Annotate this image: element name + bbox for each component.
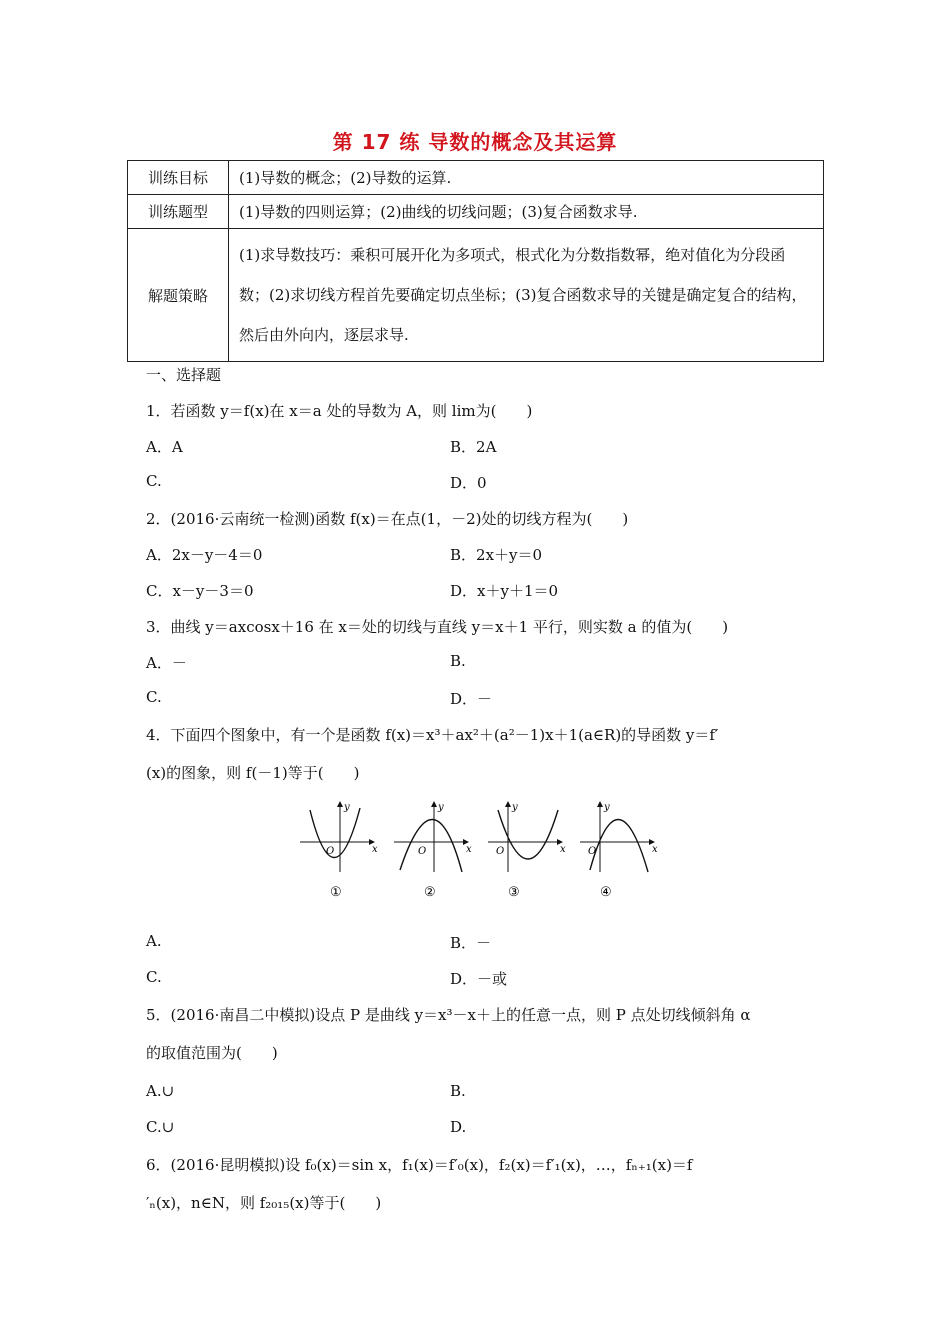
origin-label: O (588, 846, 597, 857)
origin-label: O (496, 846, 505, 857)
row-head: 训练目标 (128, 161, 229, 195)
q1-option-c: C. (146, 472, 162, 490)
q3-option-d: D．－ (450, 690, 493, 708)
q5-option-d: D. (450, 1118, 467, 1136)
graph-label: ③ (508, 885, 520, 900)
graph-2 (394, 802, 472, 900)
q4-option-d: D．－或 (450, 970, 508, 988)
graph-label: ④ (600, 885, 612, 900)
x-axis-label: x (372, 844, 378, 855)
table-row (128, 161, 824, 195)
q1-option-a: A．A (146, 438, 183, 456)
q2-option-a: A．2x－y－4＝0 (146, 546, 263, 564)
graph-label: ① (330, 885, 342, 900)
q5-option-a: A.∪ (146, 1082, 175, 1100)
table-row (128, 229, 824, 362)
graph-1 (300, 802, 378, 900)
x-axis-label: x (466, 844, 472, 855)
graph-label: ② (424, 885, 436, 900)
q1-option-d: D．0 (450, 474, 487, 492)
function-graphs (296, 796, 666, 904)
question-6-stem-line2: ′ₙ(x)，n∈N，则 f₂₀₁₅(x)等于( ) (146, 1194, 382, 1212)
question-4-stem-line2: (x)的图象，则 f(－1)等于( ) (146, 764, 360, 782)
row-head: 解题策略 (128, 229, 229, 362)
q4-option-c: C. (146, 968, 162, 986)
question-3-stem: 3．曲线 y＝axcosx＋16 在 x＝处的切线与直线 y＝x＋1 平行，则实数 a 的值为( ) (146, 618, 729, 636)
graph-4 (580, 802, 658, 900)
row-head: 训练题型 (128, 195, 229, 229)
y-axis-label: y (512, 802, 518, 813)
goals-table (127, 160, 824, 362)
page-title: 第 17 练 导数的概念及其运算 (332, 130, 618, 154)
graph-3 (488, 802, 566, 900)
row-content: (1)求导数技巧：乘积可展开化为多项式，根式化为分数指数幂，绝对值化为分段函数；(2)求切线方程首先要确定切点坐标；(3)复合函数求导的关键是确定复合的结构，然后由外向内，逐层求导. (229, 229, 824, 362)
q1-option-b: B．2A (450, 438, 497, 456)
q5-option-b: B. (450, 1082, 466, 1100)
y-axis-label: y (604, 802, 610, 813)
question-6-stem-line1: 6．(2016·昆明模拟)设 f₀(x)＝sin x，f₁(x)＝f′₀(x)，f₂(x)＝f′₁(x)，…，fₙ₊₁(x)＝f (146, 1156, 693, 1174)
q3-option-a: A．－ (146, 654, 187, 672)
y-axis-label: y (344, 802, 350, 813)
origin-label: O (418, 846, 427, 857)
q3-option-c: C. (146, 688, 162, 706)
q5-option-c: C.∪ (146, 1118, 175, 1136)
table-row (128, 195, 824, 229)
question-5-stem-line2: 的取值范围为( ) (146, 1044, 278, 1062)
question-2-stem: 2．(2016·云南统一检测)函数 f(x)＝在点(1，－2)处的切线方程为( ) (146, 510, 629, 528)
x-axis-label: x (652, 844, 658, 855)
x-axis-label: x (560, 844, 566, 855)
q3-option-b: B. (450, 652, 466, 670)
q2-option-c: C．x－y－3＝0 (146, 582, 254, 600)
q2-option-d: D．x＋y＋1＝0 (450, 582, 559, 600)
origin-label: O (326, 846, 335, 857)
q2-option-b: B．2x＋y＝0 (450, 546, 543, 564)
question-4-stem-line1: 4．下面四个图象中，有一个是函数 f(x)＝x³＋ax²＋(a²－1)x＋1(a∈R)的导函数 y＝f′ (146, 726, 719, 744)
q4-option-b: B．－ (450, 934, 492, 952)
q4-option-a: A. (146, 932, 162, 950)
question-5-stem-line1: 5．(2016·南昌二中模拟)设点 P 是曲线 y＝x³－x＋上的任意一点，则 P 点处切线倾斜角 α (146, 1006, 751, 1024)
section-heading: 一、选择题 (146, 366, 222, 384)
row-content: (1)导数的四则运算；(2)曲线的切线问题；(3)复合函数求导. (229, 195, 824, 229)
y-axis-label: y (438, 802, 444, 813)
row-content: (1)导数的概念；(2)导数的运算. (229, 161, 824, 195)
question-1-stem: 1．若函数 y＝f(x)在 x＝a 处的导数为 A，则 lim为( ) (146, 402, 533, 420)
